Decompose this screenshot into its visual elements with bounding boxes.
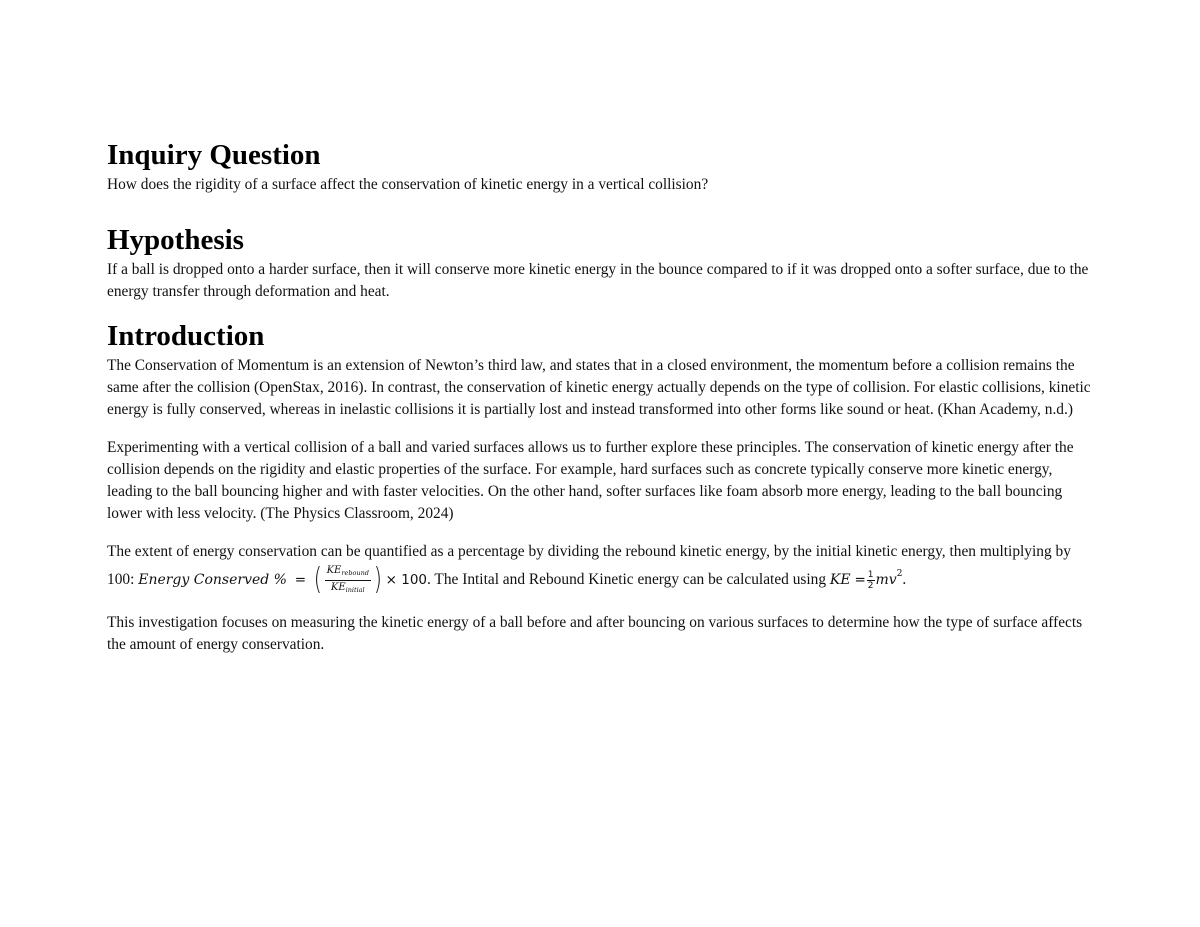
numerator-subscript: rebound (341, 568, 369, 577)
hypothesis-text: If a ball is dropped onto a harder surface, then it will conserve more kinetic energy in the bounce compared to if it was dropped onto a softer surface, due to the energy transfer through deformation and heat. (107, 261, 1089, 300)
squared-exponent: 2 (896, 569, 903, 579)
hypothesis-heading: Hypothesis (107, 224, 244, 256)
equals-sign: = (294, 572, 306, 588)
energy-conserved-label: Energy Conserved % (138, 572, 287, 588)
ke-equals-sign: = (854, 572, 866, 588)
inquiry-section (107, 138, 1092, 196)
ratio-group (312, 562, 384, 598)
p3-text-end: . (902, 571, 907, 588)
one-half-fraction (867, 570, 875, 591)
document-page (107, 138, 1092, 656)
denominator-subscript: initial (345, 585, 365, 594)
mv-term (875, 569, 903, 588)
fraction-denominator (329, 581, 367, 596)
p3-text-middle: . The Intital and Rebound Kinetic energy can be calculated using (427, 571, 830, 588)
half-numerator: 1 (867, 569, 874, 580)
numerator-ke: KE (326, 564, 342, 576)
p3-text-before: The extent of energy conservation can be quantified as a percentage by dividing the rebound kinetic energy, by the initial kinetic energy, then multiplying by 100: (107, 543, 1071, 588)
mv-text: mv (875, 572, 897, 588)
half-denominator: 2 (867, 580, 874, 591)
right-paren: ) (373, 562, 382, 598)
denominator-ke: KE (330, 581, 346, 593)
fraction-numerator (325, 565, 371, 581)
ke-ratio-fraction (325, 565, 371, 596)
inquiry-heading: Inquiry Question (107, 139, 321, 171)
introduction-paragraph-1: The Conservation of Momentum is an extension of Newton’s third law, and states that in a closed environment, the momentum before a collision remains the same after the collision (OpenStax, 2016). In contrast, the conservation of kinetic energy actually depends on the type of collision. For elastic collisions, kinetic energy is fully conserved, whereas in inelastic collisions it is partially lost and instead transformed into other forms like sound or heat. (Khan Academy, n.d.) (107, 357, 1091, 418)
introduction-heading: Introduction (107, 320, 265, 352)
hypothesis-section (107, 223, 1092, 303)
introduction-paragraph-4: This investigation focuses on measuring the kinetic energy of a ball before and after bouncing on various surfaces to determine how the type of surface affects the amount of energy conservation. (107, 613, 1083, 653)
introduction-paragraph-3 (107, 541, 1092, 596)
left-paren: ( (313, 562, 322, 598)
ke-label: KE (829, 572, 851, 588)
introduction-section (107, 319, 1092, 656)
introduction-paragraph-2: Experimenting with a vertical collision of a ball and varied surfaces allows us to further explore these principles. The conservation of kinetic energy after the collision depends on the rigidity and elastic properties of the surface. For example, hard surfaces such as concrete typically conserve more kinetic energy, leading to the ball bouncing higher and with faster velocities. On the other hand, softer surfaces like foam absorb more energy, leading to the ball bouncing lower with less velocity. (The Physics Classroom, 2024) (107, 439, 1074, 522)
inquiry-text: How does the rigidity of a surface affect the conservation of kinetic energy in a vertical collision? (107, 176, 709, 193)
times-100: × 100 (385, 572, 428, 588)
